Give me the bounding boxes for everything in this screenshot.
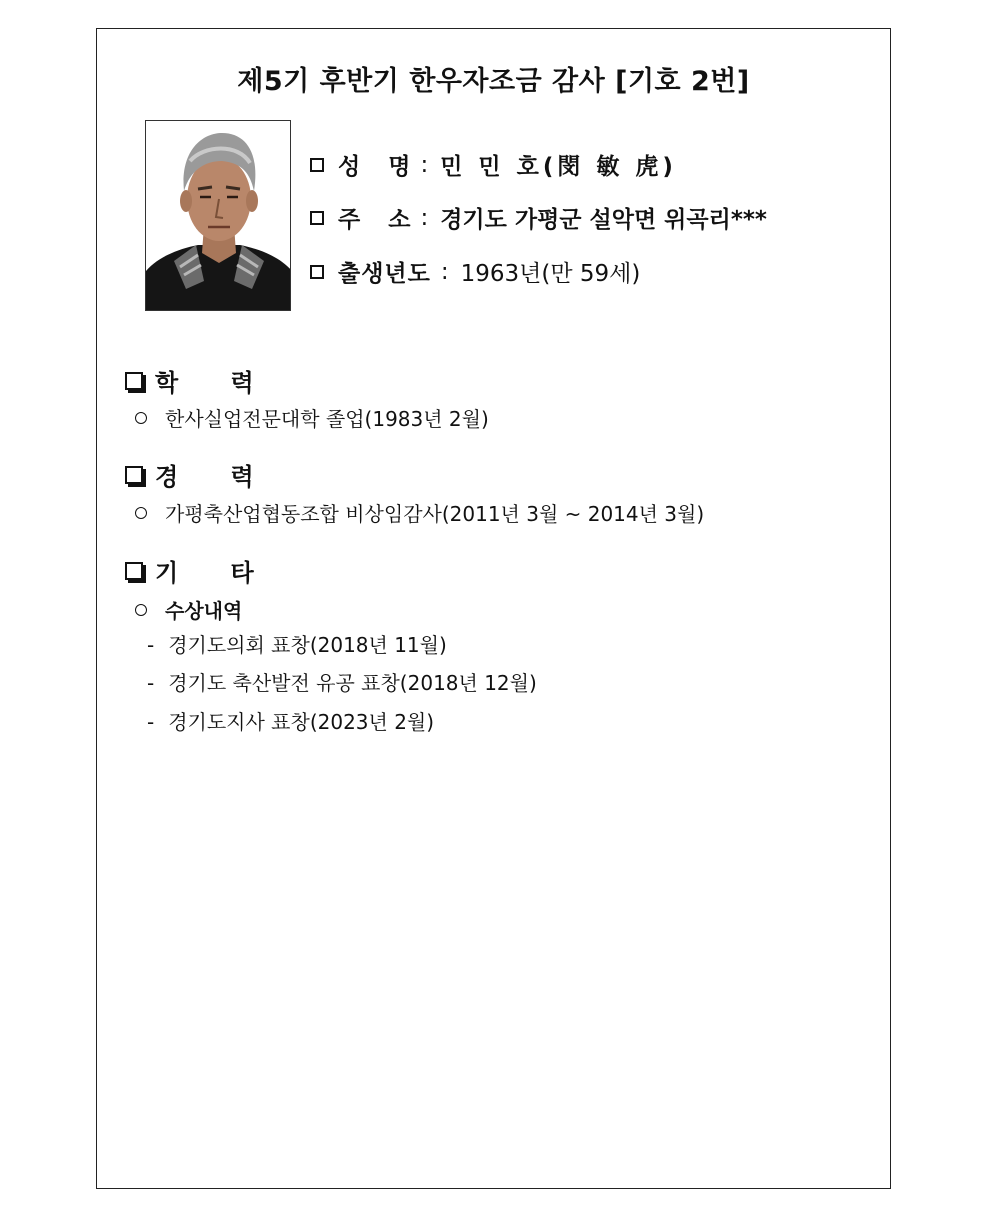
award-list-item bbox=[147, 667, 537, 696]
education-item bbox=[135, 403, 489, 432]
checkbox-square-icon bbox=[310, 265, 324, 279]
candidate-portrait-image bbox=[146, 121, 291, 311]
education-text: 한사실업전문대학 졸업(1983년 2월) bbox=[165, 407, 489, 431]
birth-value: 1963년(만 59세) bbox=[460, 261, 641, 287]
awards-subheading bbox=[135, 595, 242, 624]
colon-separator: : bbox=[440, 258, 449, 285]
section-education-heading bbox=[125, 363, 276, 398]
name-value: 민 민 호(閔 敏 虎) bbox=[440, 154, 677, 180]
award-text: 경기도의회 표창(2018년 11월) bbox=[168, 633, 447, 657]
award-list-item bbox=[147, 629, 447, 658]
other-title: 기 타 bbox=[155, 559, 276, 587]
dash-bullet: - bbox=[147, 671, 155, 695]
hollow-circle-icon bbox=[135, 507, 147, 519]
awards-subheading-text: 수상내역 bbox=[165, 599, 243, 623]
section-career-heading bbox=[125, 457, 276, 492]
section-other-heading bbox=[125, 553, 276, 588]
colon-separator: : bbox=[420, 204, 429, 231]
hollow-circle-icon bbox=[135, 604, 147, 616]
address-label: 주 소 bbox=[338, 207, 421, 233]
profile-name-row bbox=[310, 148, 677, 181]
profile-address-row bbox=[310, 201, 767, 234]
career-item bbox=[135, 498, 704, 527]
dash-bullet: - bbox=[147, 710, 155, 734]
dash-bullet: - bbox=[147, 633, 155, 657]
hollow-circle-icon bbox=[135, 412, 147, 424]
document-frame bbox=[96, 28, 891, 1189]
document-title: 제5기 후반기 한우자조금 감사 [기호 2번] bbox=[237, 66, 750, 97]
award-text: 경기도 축산발전 유공 표창(2018년 12월) bbox=[168, 671, 537, 695]
career-text: 가평축산업협동조합 비상임감사(2011년 3월 ~ 2014년 3월) bbox=[165, 502, 705, 526]
checkbox-square-icon bbox=[310, 211, 324, 225]
education-title: 학 력 bbox=[155, 369, 276, 397]
section-box-icon bbox=[125, 372, 143, 390]
award-list-item bbox=[147, 706, 434, 735]
candidate-photo bbox=[145, 120, 291, 311]
address-value: 경기도 가평군 설악면 위곡리*** bbox=[440, 207, 767, 233]
name-label: 성 명 bbox=[338, 154, 421, 180]
checkbox-square-icon bbox=[310, 158, 324, 172]
section-box-icon bbox=[125, 466, 143, 484]
award-text: 경기도지사 표창(2023년 2월) bbox=[168, 710, 435, 734]
birth-label: 출생년도 bbox=[338, 261, 431, 287]
section-box-icon bbox=[125, 562, 143, 580]
profile-birth-row bbox=[310, 255, 640, 288]
colon-separator: : bbox=[420, 151, 429, 178]
career-title: 경 력 bbox=[155, 463, 276, 491]
